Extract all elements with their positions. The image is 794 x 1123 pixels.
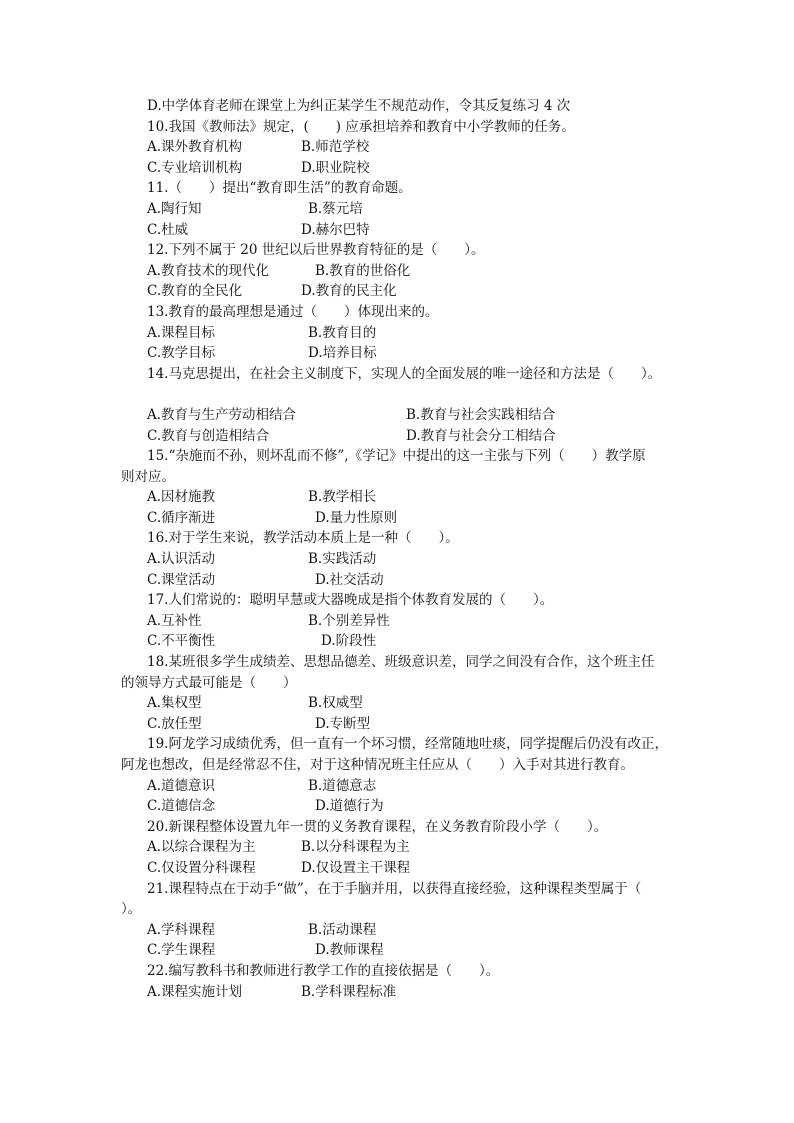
option-d: D.道德行为 [315, 798, 384, 815]
options-row [121, 631, 679, 652]
question-21 [121, 879, 679, 900]
option-c: C.教学目标 [147, 345, 216, 362]
blank-line [121, 384, 679, 405]
option-d: D.社交活动 [315, 571, 384, 588]
question-17 [121, 590, 679, 611]
option-a: A.集权型 [147, 695, 202, 712]
option-a: A.教育技术的现代化 [147, 262, 270, 279]
options-row [121, 199, 679, 220]
options-row [121, 920, 679, 941]
option-c: C.放任型 [147, 715, 202, 732]
options-row [121, 982, 679, 1003]
question-text: 20.新课程整体设置九年一贯的义务教育课程，在义务教育阶段小学（ ）。 [147, 818, 608, 835]
options-row [121, 714, 679, 735]
options-row [121, 220, 679, 241]
option-c: C.循序渐进 [147, 509, 216, 526]
option-text: D.中学体育老师在课堂上为纠正某学生不规范动作，令其反复练习 4 次 [147, 98, 571, 114]
question-text: 13.教育的最高理想是通过（ ）体现出来的。 [147, 303, 439, 320]
option-a: A.学科课程 [147, 921, 216, 938]
option-b: B.教育的世俗化 [315, 262, 411, 279]
option-a: A.课程目标 [147, 324, 216, 341]
option-d: D.培养目标 [308, 345, 377, 362]
question-list [121, 96, 679, 1002]
question-text: 10.我国《教师法》规定，( ) 应承担培养和教育中小学教师的任务。 [147, 118, 575, 135]
question-15-continued [121, 467, 679, 488]
option-b: B.师范学校 [301, 139, 370, 156]
option-d: D.赫尔巴特 [301, 221, 370, 238]
options-row [121, 323, 679, 344]
options-row [121, 343, 679, 364]
option-b: B.蔡元培 [308, 200, 363, 217]
question-14 [121, 364, 679, 385]
option-b: B.以分科课程为主 [301, 839, 410, 856]
question-20 [121, 817, 679, 838]
option-b: B.学科课程标准 [301, 983, 397, 1000]
option-c: C.教育与创造相结合 [147, 427, 270, 444]
option-c: C.道德信念 [147, 798, 216, 815]
options-row [121, 426, 679, 447]
question-18 [121, 652, 679, 673]
question-text: 22.编写教科书和教师进行教学工作的直接依据是（ ）。 [147, 962, 500, 979]
question-text: 则对应。 [121, 468, 175, 485]
option-a: A.认识活动 [147, 551, 216, 568]
option-d: D.职业院校 [301, 159, 370, 176]
option-c: C.杜威 [147, 221, 189, 238]
question-22 [121, 961, 679, 982]
options-row [121, 858, 679, 879]
options-row [121, 137, 679, 158]
question-text: ）。 [121, 901, 142, 918]
option-d: D.教育与社会分工相结合 [406, 427, 556, 444]
option-d: D.仅设置主干课程 [301, 859, 411, 876]
question-text: 阿龙也想改，但是经常忍不住，对于这种情况班主任应从（ ）入手对其进行教育。 [121, 757, 634, 773]
question-18-continued [121, 673, 679, 694]
options-row [121, 693, 679, 714]
option-d: D.阶段性 [321, 633, 377, 650]
options-row [121, 405, 679, 426]
option-a: A.因材施教 [147, 489, 216, 506]
question-text: 18.某班很多学生成绩差、思想品德差、班级意识差，同学之间没有合作，这个班主任 [147, 654, 655, 671]
option-d: D.教师课程 [315, 942, 384, 959]
question-text: 16.对于学生来说，教学活动本质上是一种（ ）。 [147, 530, 459, 547]
option-d: D.专断型 [315, 715, 371, 732]
question-19 [121, 734, 679, 755]
question-text: 11.（ ）提出“教育即生活”的教育命题。 [147, 180, 412, 197]
question-15 [121, 446, 679, 467]
options-row [121, 487, 679, 508]
question-text: 的领导方式最可能是（ ） [121, 674, 297, 691]
question-text: 17.人们常说的：聪明早慧或大器晚成是指个体教育发展的（ ）。 [147, 592, 554, 609]
option-b: B.个别差异性 [308, 612, 390, 629]
option-b: B.活动课程 [308, 921, 377, 938]
option-d: D.教育的民主化 [301, 283, 397, 300]
option-c: C.课堂活动 [147, 571, 216, 588]
option-line [121, 96, 679, 117]
options-row [121, 261, 679, 282]
question-16 [121, 528, 679, 549]
question-text: 14.马克思提出，在社会主义制度下，实现人的全面发展的唯一途径和方法是（ ）。 [147, 365, 662, 382]
question-text: 12.下列不属于 20 世纪以后世界教育特征的是（ ）。 [147, 242, 485, 259]
question-13 [121, 302, 679, 323]
options-row [121, 940, 679, 961]
question-19-continued [121, 755, 679, 776]
options-row [121, 281, 679, 302]
question-text: 19.阿龙学习成绩优秀，但一直有一个坏习惯，经常随地吐痰，同学提醒后仍没有改正， [147, 736, 668, 753]
option-c: C.专业培训机构 [147, 159, 243, 176]
option-b: B.教育目的 [308, 324, 377, 341]
option-b: B.教学相长 [308, 489, 377, 506]
question-11 [121, 178, 679, 199]
question-text: 15.“杂施而不孙，则坏乱而不修”,《学记》中提出的这一主张与下列（ ）教学原 [147, 448, 646, 465]
option-b: B.道德意志 [308, 777, 377, 794]
options-row [121, 570, 679, 591]
option-a: A.道德意识 [147, 777, 216, 794]
question-12 [121, 240, 679, 261]
option-d: D.量力性原则 [315, 509, 398, 526]
question-21-continued [121, 899, 679, 920]
option-b: B.权威型 [308, 695, 363, 712]
option-b: B.教育与社会实践相结合 [406, 406, 556, 423]
option-a: A.以综合课程为主 [147, 839, 256, 856]
options-row [121, 796, 679, 817]
option-c: C.不平衡性 [147, 633, 216, 650]
question-text: 21.课程特点在于动手“做”，在于手脑并用，以获得直接经验，这种课程类型属于（ [147, 880, 642, 897]
option-c: C.学生课程 [147, 942, 216, 959]
options-row [121, 611, 679, 632]
options-row [121, 549, 679, 570]
option-c: C.仅设置分科课程 [147, 859, 256, 876]
option-a: A.课程实施计划 [147, 983, 243, 1000]
option-a: A.陶行知 [147, 200, 202, 217]
options-row [121, 776, 679, 797]
options-row [121, 837, 679, 858]
options-row [121, 508, 679, 529]
option-a: A.课外教育机构 [147, 139, 243, 156]
question-10 [121, 117, 679, 138]
option-a: A.互补性 [147, 612, 202, 629]
options-row [121, 158, 679, 179]
option-a: A.教育与生产劳动相结合 [147, 406, 297, 423]
option-c: C.教育的全民化 [147, 283, 243, 300]
option-b: B.实践活动 [308, 551, 377, 568]
